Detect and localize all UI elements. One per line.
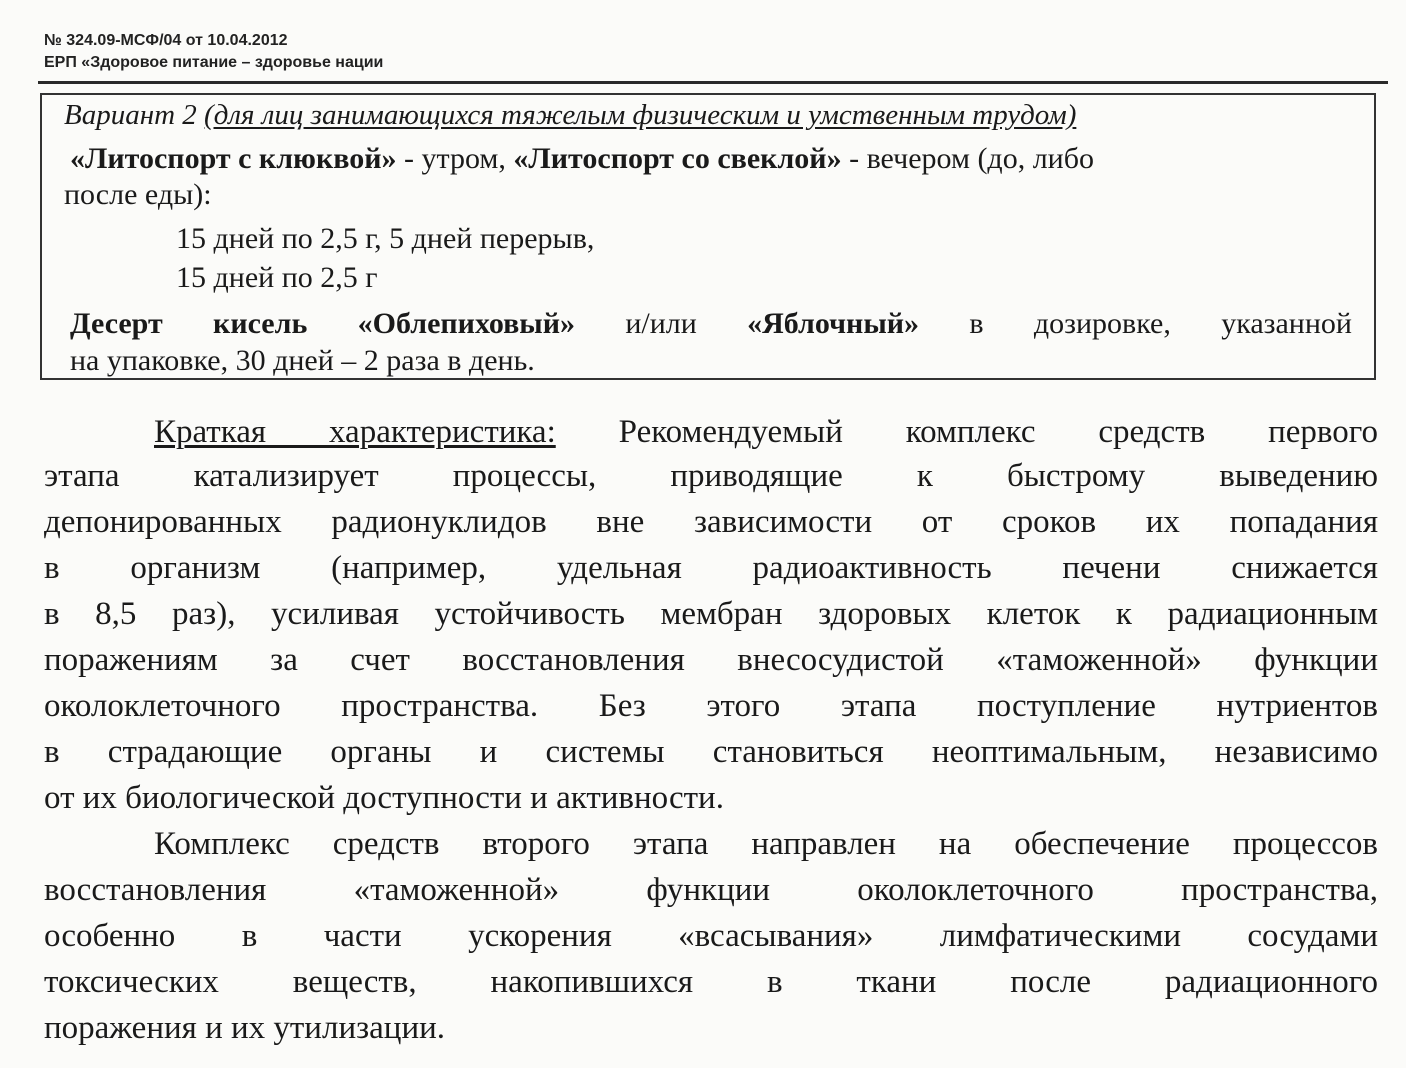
summary-p2-line-1: Комплекс средств второго этапа направлен на обеспечение процессов [154, 826, 1378, 862]
dessert-line [70, 306, 1352, 342]
variant-label: Вариант 2 [64, 99, 197, 131]
variant-audience: (для лиц занимающихся тяжелым физическим и умственным трудом) [204, 99, 1077, 131]
summary-p1-line-4: в организм (например, удельная радиоактивность печени снижается [44, 550, 1378, 586]
time-evening: - вечером (до, либо [841, 142, 1094, 175]
product-evening: «Литоспорт со свеклой» [513, 142, 842, 175]
summary-p1-line-1: Рекомендуемый комплекс средств первого [618, 414, 1378, 450]
dessert-apple: «Яблочный» [747, 307, 920, 340]
product-morning: «Литоспорт с клюквой» [70, 142, 397, 175]
summary-p1-line-8: в страдающие органы и системы становиться неоптимальным, независимо [44, 734, 1378, 770]
schedule-line-1: 15 дней по 2,5 г, 5 дней перерыв, [176, 222, 595, 255]
dessert-duration: на упаковке, 30 дней – 2 раза в день. [70, 344, 535, 377]
intake-line [70, 141, 1094, 177]
schedule-line-2: 15 дней по 2,5 г [176, 261, 378, 294]
summary-p2-line-4: токсических веществ, накопившихся в ткани после радиационного [44, 964, 1378, 1000]
after-meal-line: после еды): [64, 178, 212, 211]
summary-p2-line-5: поражения и их утилизации. [44, 1010, 446, 1046]
summary-p1-line-2: этапа катализирует процессы, приводящие к быстрому выведению [44, 458, 1378, 494]
dessert-dosage: в дозировке, указанной [919, 307, 1352, 340]
dessert-and-or: и/или [574, 307, 748, 340]
summary-p2-line-2: восстановления «таможенной» функции околоклеточного пространства, [44, 872, 1378, 908]
variant-title [64, 97, 1076, 133]
document-header [44, 30, 383, 74]
dessert-prefix: Десерт кисель [70, 307, 358, 340]
dessert-sea-buckthorn: «Облепиховый» [357, 307, 575, 340]
summary-p1-line-3: депонированных радионуклидов вне зависимости от сроков их попадания [44, 504, 1378, 540]
document-number: № 324.09-МСФ/04 от 10.04.2012 [44, 32, 288, 49]
header-divider [38, 81, 1388, 84]
time-morning: - утром, [396, 142, 514, 175]
program-name: ЕРП «Здоровое питание – здоровье нации [44, 54, 384, 71]
summary-p1-line-9: от их биологической доступности и активности. [44, 780, 724, 816]
summary-heading: Краткая характеристика: [154, 414, 556, 450]
summary-first-line [154, 412, 1378, 452]
summary-p2-line-3: особенно в части ускорения «всасывания» лимфатическими сосудами [44, 918, 1378, 954]
summary-p1-line-5: в 8,5 раз), усиливая устойчивость мембран здоровых клеток к радиационным [44, 596, 1378, 632]
summary-p1-line-7: околоклеточного пространства. Без этого этапа поступление нутриентов [44, 688, 1378, 724]
summary-p1-line-6: поражениям за счет восстановления внесосудистой «таможенной» функции [44, 642, 1378, 678]
